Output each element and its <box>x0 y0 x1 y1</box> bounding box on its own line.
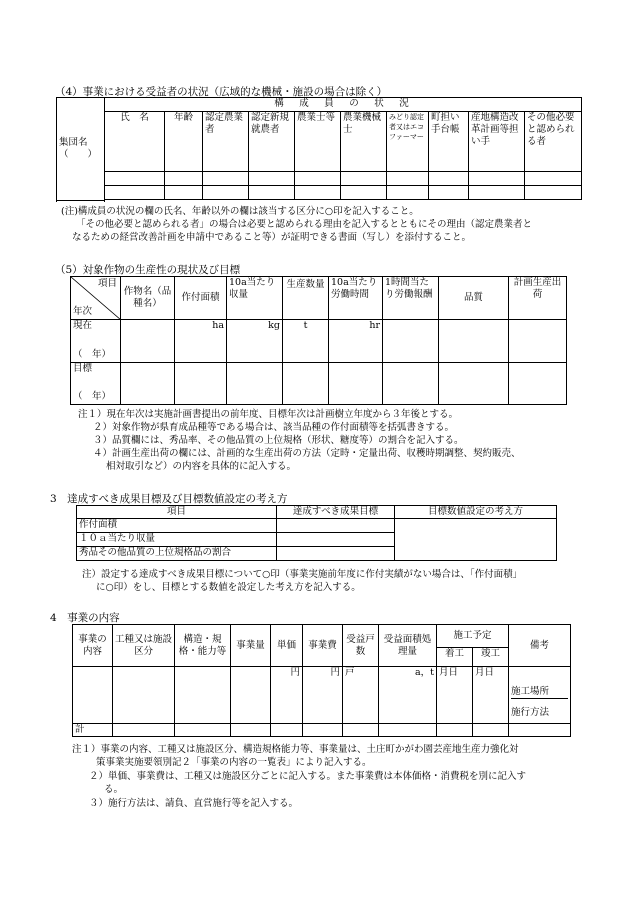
s4-note-2: 「その他必要と認められる者」の場合は必要と認められる理由を記入するとともにその理由（認定農業者と <box>76 219 533 230</box>
col-labor-pay: 1時間当たり労働報酬 <box>383 277 439 320</box>
beneficiary-table <box>56 97 582 201</box>
remarks-cell <box>509 667 571 724</box>
table-row <box>57 172 582 186</box>
s5-note-2: ２）対象作物が県育成品種等である場合は、該当品種の作付面積等を括弧書きする。 <box>93 422 455 433</box>
unit-household: 戸 <box>343 667 379 724</box>
target-row-quality: 秀品その他品質の上位規格品の割合 <box>77 547 277 561</box>
col-machinery: 農業機械士 <box>341 112 387 172</box>
col-volume: 生産数量 <box>283 277 329 320</box>
s3-heading: 3 達成すべき成果目標及び目標数値設定の考え方 <box>50 493 288 505</box>
col-shipping: 計画生産出荷 <box>509 277 567 320</box>
remark-location: 施工場所 <box>511 686 568 699</box>
table-row <box>71 320 567 363</box>
unit-ha: ha <box>175 320 227 363</box>
group-name-paren: （ ） <box>59 149 98 160</box>
project-table <box>72 624 571 737</box>
col-quality: 品質 <box>439 277 509 320</box>
col-spec: 構造・規格・能力等 <box>175 625 231 667</box>
s4b-note-1: 注１）事業の内容、工種又は施設区分、構造規格能力等、事業量は、土庄町かがわ園芸産地生産力強化対 <box>72 744 519 755</box>
s5-note-3: ３）品質欄には、秀品率、その他品質の上位規格（形状、糖度等）の割合を記入する。 <box>93 435 464 446</box>
col-end: 竣工 <box>473 648 509 667</box>
group-name-label: 集団名 <box>59 137 88 148</box>
table-row <box>71 363 567 405</box>
table-row <box>73 724 571 737</box>
productivity-table <box>70 276 567 405</box>
col-remarks: 備考 <box>509 625 571 667</box>
col-town-register: 町担い手台帳 <box>429 112 469 172</box>
unit-kg: kg <box>227 320 283 363</box>
s4b-note-2: 策事業実施要領別記２「事業の内容の一覧表」により記入する。 <box>96 757 372 768</box>
col-other: その他必要と認められる者 <box>525 112 582 172</box>
s5-note-4: ４）計画生産出荷の欄には、計画的な生産出荷の方法（定時・定量出荷、収穫時期調整、契約販売、 <box>93 448 521 459</box>
target-row-yield: １０ａ当たり収量 <box>77 533 277 547</box>
col-labor-hours: 10a当たり労働時間 <box>329 277 383 320</box>
col-households: 受益戸数 <box>343 625 379 667</box>
table-row <box>57 186 582 200</box>
row-target <box>71 363 121 405</box>
corner-year: 年次 <box>73 306 93 317</box>
s3-note-2: に○印）をし、目標とする数値を設定した考え方を記入する。 <box>96 582 361 593</box>
s4b-note-3: ２）単価、事業費は、工種又は施設区分ごとに記入する。また事業費は本体価格・消費税を別に記入す <box>89 771 527 782</box>
table-row <box>73 667 571 724</box>
col-target-reason: 目標数値設定の考え方 <box>395 506 557 519</box>
s3-note-1: 注）設定する達成すべき成果目標について○印（事業実施前年度に作付実績がない場合は、「作付面積」 <box>82 569 523 580</box>
s4b-note-4: る。 <box>104 784 124 795</box>
unit-at: a，t <box>379 667 437 724</box>
col-target-goal: 達成すべき成果目標 <box>277 506 395 519</box>
col-area: 作付面積 <box>175 277 227 320</box>
col-eco-farmer: みどり認定者又はエコファーマー <box>387 112 429 172</box>
s5-heading: （5）対象作物の生産性の現状及び目標 <box>55 264 241 276</box>
group-name-cell <box>57 98 105 201</box>
row-current <box>71 320 121 363</box>
col-new-farmer: 認定新規就農者 <box>249 112 295 172</box>
col-content: 事業の内容 <box>73 625 113 667</box>
row-current-year: （ 年） <box>73 349 112 360</box>
col-work-type: 工種又は施設区分 <box>113 625 175 667</box>
s4b-heading: 4 事業の内容 <box>50 612 120 624</box>
col-quantity: 事業量 <box>231 625 271 667</box>
s4-heading: （4）事業における受益者の状況（広域的な機械・施設の場合は除く） <box>55 86 388 98</box>
remark-method: 施行方法 <box>511 706 550 718</box>
target-table <box>76 505 557 561</box>
corner-item: 項目 <box>97 278 117 289</box>
col-name: 氏 名 <box>105 112 165 172</box>
col-crop: 作物名（品種名） <box>121 277 175 320</box>
row-target-year: （ 年） <box>73 391 112 402</box>
s4-note-1: (注)構成員の状況の欄の氏名、年齢以外の欄は該当する区分に○印を記入すること。 <box>61 206 419 217</box>
col-yield: 10a当たり収量 <box>227 277 283 320</box>
col-farmer-expert: 農業士等 <box>295 112 341 172</box>
row-target-label: 目標 <box>73 363 93 374</box>
col-schedule: 施工予定 <box>437 625 509 648</box>
row-current-label: 現在 <box>73 320 93 331</box>
unit-date-end: 月日 <box>473 667 509 724</box>
unit-t: t <box>283 320 329 363</box>
target-row-area: 作付面積 <box>77 519 277 533</box>
total-label: 計 <box>73 724 113 737</box>
unit-date-start: 月日 <box>437 667 473 724</box>
corner-cell <box>71 277 121 320</box>
table-row <box>77 519 557 533</box>
col-unit-price: 単価 <box>271 625 303 667</box>
s4b-note-5: ３）施行方法は、請負、直営施行等を記入する。 <box>89 798 299 809</box>
col-age: 年齢 <box>165 112 203 172</box>
col-certified-farmer: 認定農業者 <box>203 112 249 172</box>
s4-note-3: なるための経営改善計画を申請中であること等）が証明できる書面（写し）を添付すること。 <box>72 232 472 243</box>
col-benefit-area: 受益面積処理量 <box>379 625 437 667</box>
members-header: 構 成 員 の 状 況 <box>105 98 582 112</box>
unit-yen-1: 円 <box>271 667 303 724</box>
col-target-item: 項目 <box>77 506 277 519</box>
s5-note-5: 相対取引など）の内容を具体的に記入する。 <box>106 461 297 472</box>
unit-hr: hr <box>329 320 383 363</box>
col-cost: 事業費 <box>303 625 343 667</box>
col-start: 着工 <box>437 648 473 667</box>
col-restructure: 産地構造改革計画等担い手 <box>469 112 525 172</box>
unit-yen-2: 円 <box>303 667 343 724</box>
s5-note-1: 注１）現在年次は実施計画書提出の前年度、目標年次は計画樹立年度から３年後とする。 <box>78 409 459 420</box>
